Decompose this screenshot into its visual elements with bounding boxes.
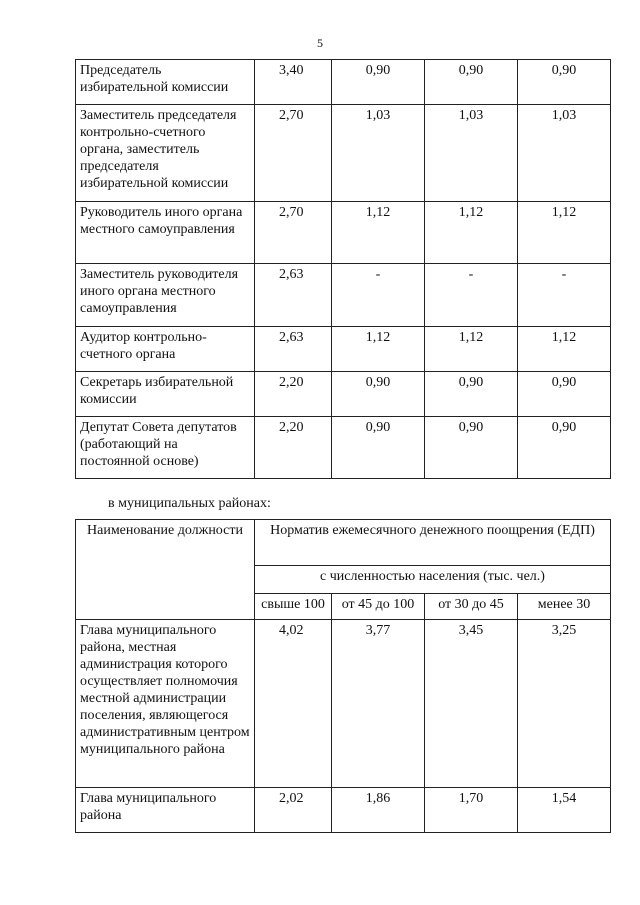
value-cell: 1,12: [425, 327, 518, 372]
base-value: 2,02: [255, 788, 332, 833]
position-name: Заместитель руководителя иного органа местного самоуправления: [76, 264, 255, 327]
value-cell: 3,77: [332, 620, 425, 788]
base-value: 2,20: [255, 372, 332, 417]
table-row: [76, 327, 611, 372]
value-cell: 1,86: [332, 788, 425, 833]
value-cell: 0,90: [425, 60, 518, 105]
value-cell: -: [425, 264, 518, 327]
table-row: [76, 788, 611, 833]
base-value: 2,70: [255, 105, 332, 202]
column-header: от 45 до 100: [332, 594, 425, 620]
base-value: 2,70: [255, 202, 332, 264]
value-cell: 0,90: [332, 417, 425, 479]
table-row: [76, 264, 611, 327]
value-cell: 1,54: [518, 788, 611, 833]
table-header-row: [76, 520, 611, 566]
position-name: Глава муниципального района, местная администрация которого осуществляет полномочия местной администрации поселения, являющегося административным центром муниципального района: [76, 620, 255, 788]
position-name: Секретарь избирательной комиссии: [76, 372, 255, 417]
section-subheading: в муниципальных районах:: [108, 496, 271, 511]
table-row: [76, 372, 611, 417]
position-name: Депутат Совета депутатов (работающий на постоянной основе): [76, 417, 255, 479]
position-name: Глава муниципального района: [76, 788, 255, 833]
page-number: 5: [317, 36, 323, 50]
value-cell: -: [518, 264, 611, 327]
value-cell: 0,90: [332, 60, 425, 105]
column-header: от 30 до 45: [425, 594, 518, 620]
value-cell: 3,25: [518, 620, 611, 788]
table-row: [76, 202, 611, 264]
value-cell: 1,12: [518, 202, 611, 264]
value-cell: 0,90: [332, 372, 425, 417]
position-name: Аудитор контрольно-счетного органа: [76, 327, 255, 372]
column-header: свыше 100: [255, 594, 332, 620]
header-population: с численностью населения (тыс. чел.): [255, 566, 611, 594]
value-cell: 1,03: [332, 105, 425, 202]
table-row: [76, 60, 611, 105]
value-cell: 0,90: [425, 417, 518, 479]
value-cell: 3,45: [425, 620, 518, 788]
salary-table-top: [75, 59, 611, 479]
header-norm: Норматив ежемесячного денежного поощрения (ЕДП): [255, 520, 611, 566]
value-cell: 1,70: [425, 788, 518, 833]
value-cell: 1,12: [518, 327, 611, 372]
base-value: 2,63: [255, 264, 332, 327]
base-value: 4,02: [255, 620, 332, 788]
table-row: [76, 417, 611, 479]
value-cell: 1,03: [425, 105, 518, 202]
value-cell: 0,90: [518, 417, 611, 479]
position-name: Заместитель председателя контрольно-счетного органа, заместитель председателя избирательной комиссии: [76, 105, 255, 202]
value-cell: 1,12: [332, 202, 425, 264]
value-cell: 0,90: [518, 372, 611, 417]
table-row: [76, 620, 611, 788]
position-name: Руководитель иного органа местного самоуправления: [76, 202, 255, 264]
value-cell: -: [332, 264, 425, 327]
value-cell: 0,90: [425, 372, 518, 417]
position-name: Председатель избирательной комиссии: [76, 60, 255, 105]
base-value: 3,40: [255, 60, 332, 105]
value-cell: 1,03: [518, 105, 611, 202]
salary-table-districts: [75, 519, 611, 833]
table-row: [76, 105, 611, 202]
value-cell: 0,90: [518, 60, 611, 105]
base-value: 2,63: [255, 327, 332, 372]
value-cell: 1,12: [332, 327, 425, 372]
value-cell: 1,12: [425, 202, 518, 264]
base-value: 2,20: [255, 417, 332, 479]
column-header: менее 30: [518, 594, 611, 620]
header-position: Наименование должности: [76, 520, 255, 620]
